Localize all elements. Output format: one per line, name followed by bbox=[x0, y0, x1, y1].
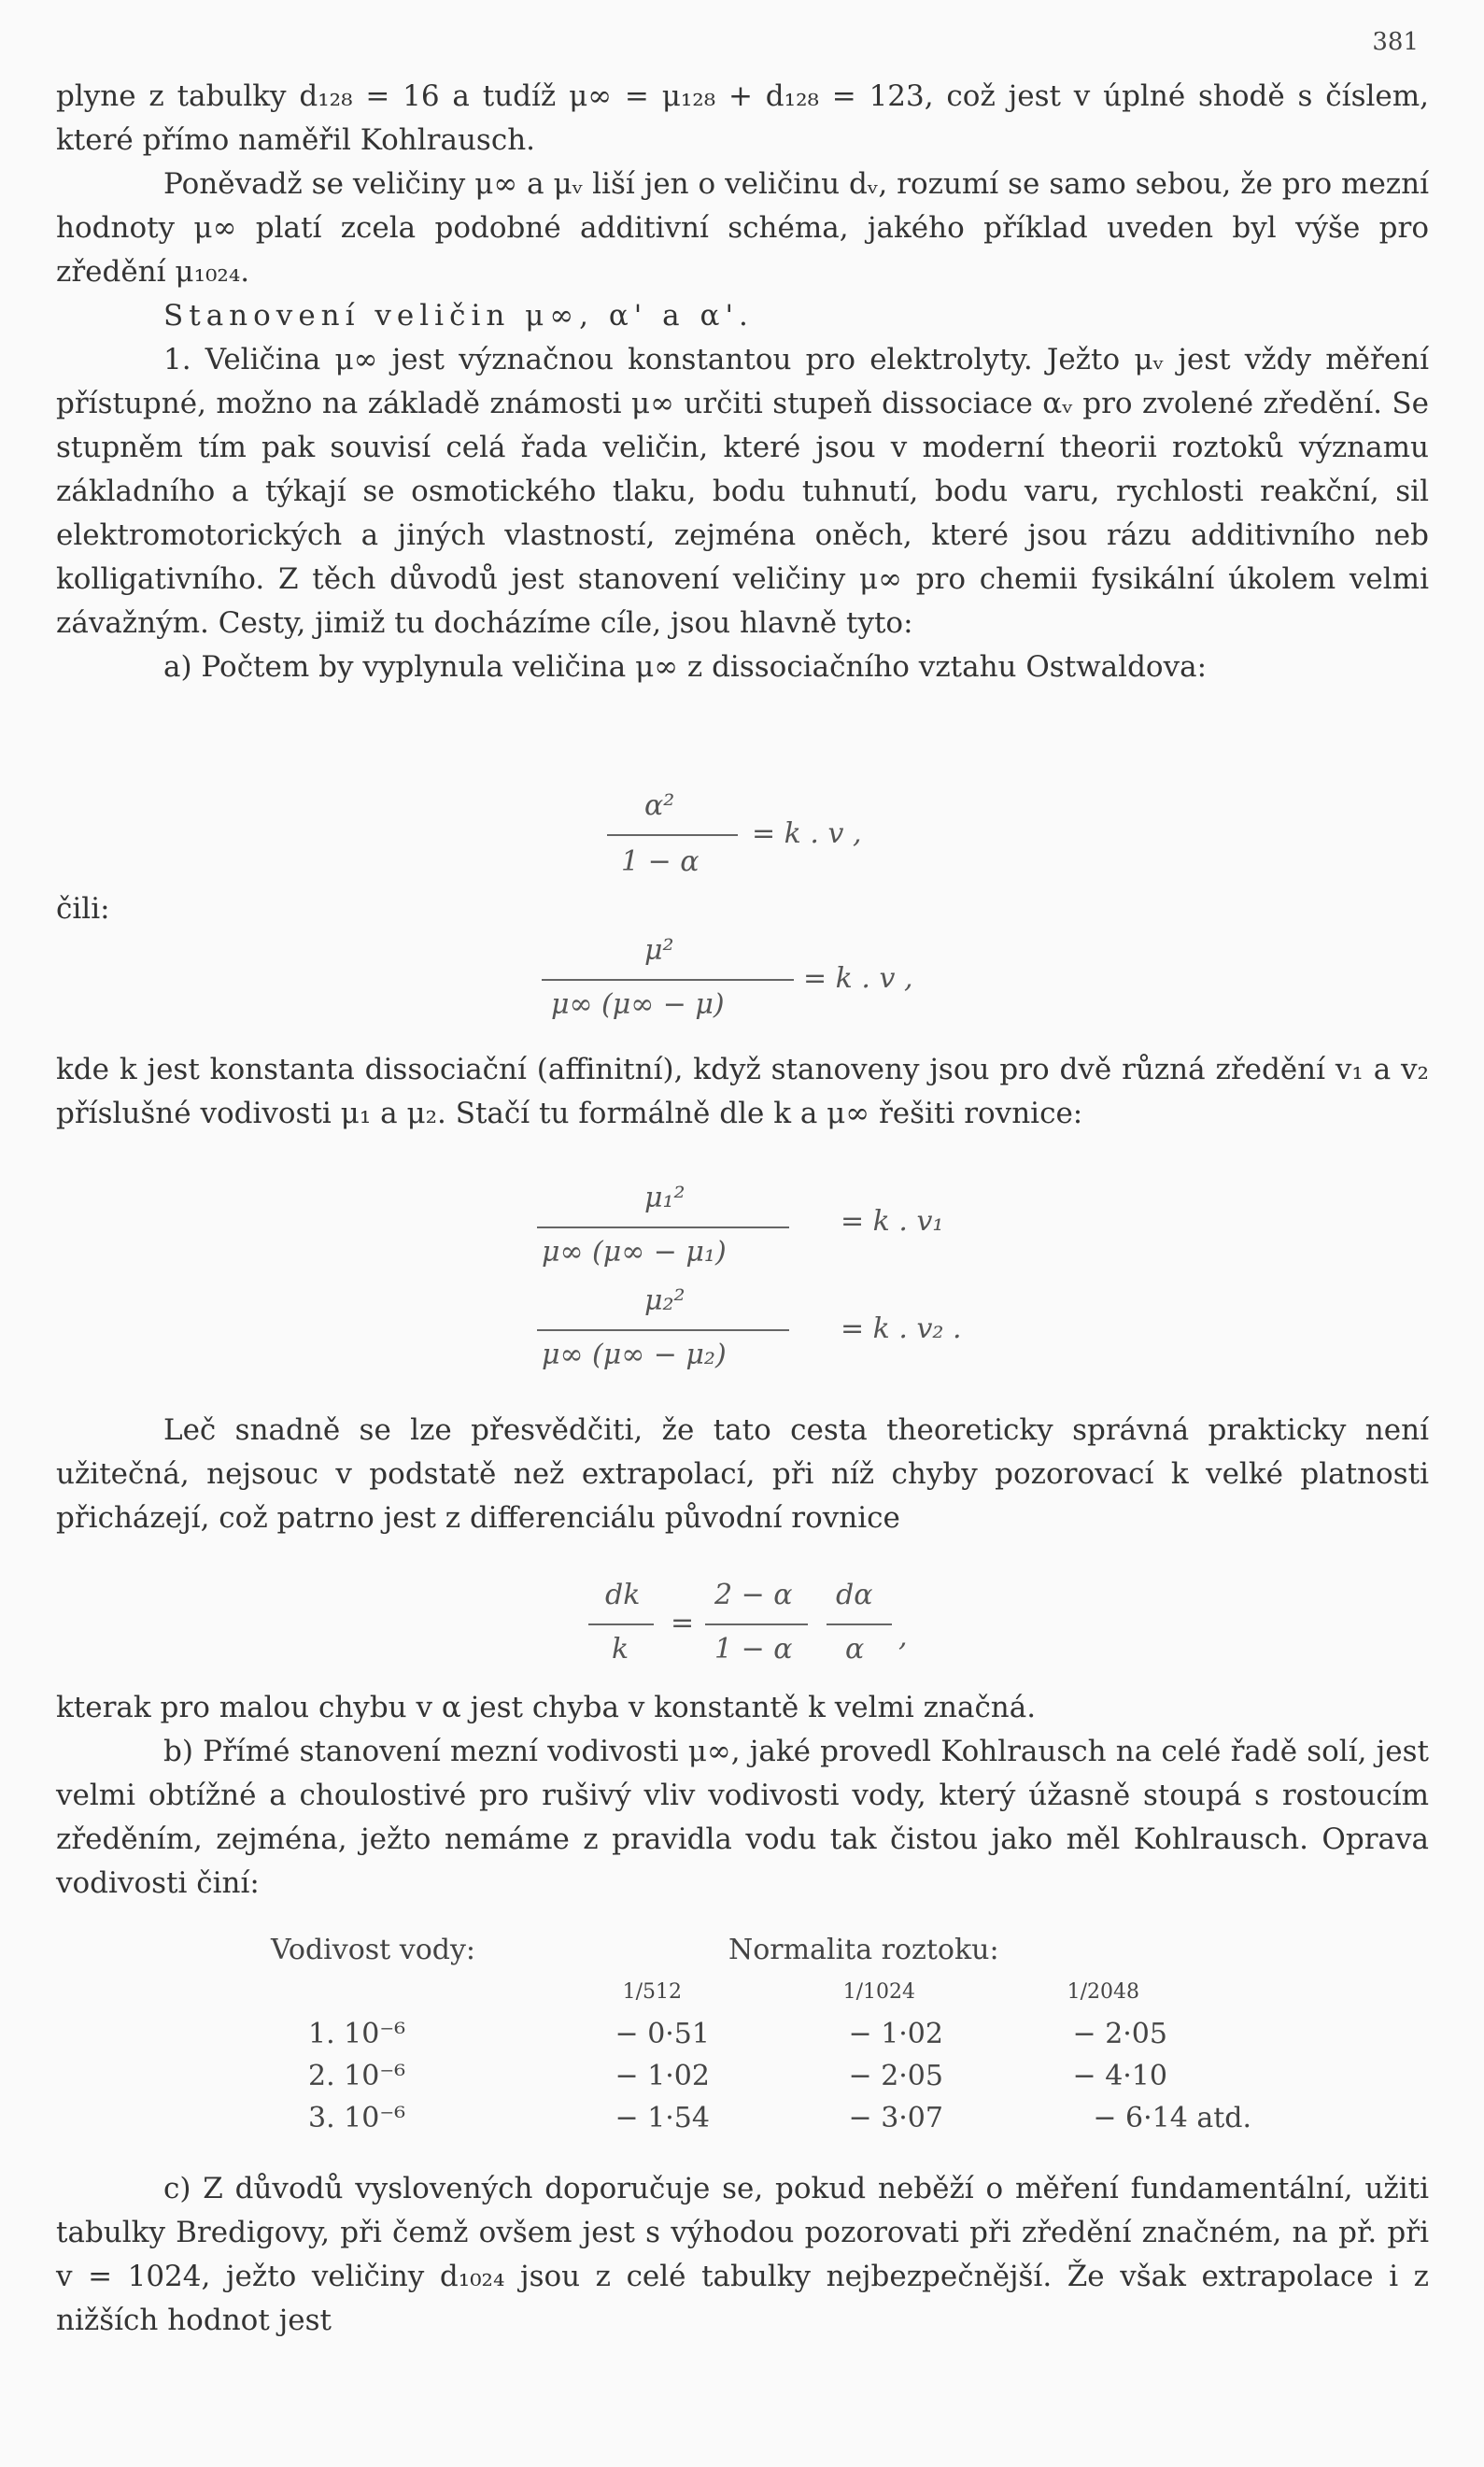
paragraph-4: a) Počtem by vyplynula veličina μ∞ z dissociačního vztahu Ostwaldova: bbox=[163, 650, 1208, 684]
eq5-lhs-bar bbox=[588, 1623, 654, 1625]
row-3-c3: − 6·14 atd. bbox=[1093, 2102, 1251, 2134]
eq2-rhs: = k . v , bbox=[803, 962, 913, 995]
page-number: 381 bbox=[1372, 28, 1419, 56]
text-block-top bbox=[56, 75, 1429, 689]
col-header-1: 1/512 bbox=[622, 1980, 682, 2004]
eq3-rhs: = k . v₁ bbox=[841, 1205, 944, 1238]
cili-label bbox=[56, 887, 1429, 931]
eq5-mid-bar bbox=[705, 1623, 808, 1625]
row-3-label: 3. 10⁻⁶ bbox=[308, 2102, 406, 2134]
eq1-fraction-bar bbox=[607, 834, 738, 836]
table-head-right: Normalita roztoku: bbox=[728, 1934, 999, 1966]
paragraph-9: c) Z důvodů vyslovených doporučuje se, pokud neběží o měření fundamentální, užiti tabulky Bredigovy, při čemž ovšem jest s výhodou pozorovati při zředění značném, na př. při v = 1024, ježto veličiny d₁₀₂₄ jsou z celé tabulky nejbezpečnější. Že však extrapolace i z nižších hodnot jest bbox=[56, 2172, 1429, 2337]
paragraph-8: b) Přímé stanovení mezní vodivosti μ∞, jaké provedl Kohlrausch na celé řadě solí, jest velmi obtížné a choulostivé pro rušivý vliv vodivosti vody, který úžasně stoupá s rostoucím zředěním, zejména, ježto nemáme z pravidla vodu tak čistou jako měl Kohlrausch. Oprava vodivosti činí: bbox=[56, 1735, 1429, 1900]
eq4-rhs: = k . v₂ . bbox=[841, 1312, 962, 1345]
row-1-c2: − 1·02 bbox=[848, 2018, 943, 2050]
eq2-fraction-bar bbox=[542, 979, 794, 981]
paragraph-6: Leč snadně se lze přesvědčiti, že tato cesta theoreticky správná prakticky není užitečná, nejsouc v podstatě než extrapolací, při níž chyby pozorovací k velké platnosti přicházejí, což patrno jest z differenciálu původní rovnice bbox=[56, 1413, 1429, 1535]
eq5-r-num: dα bbox=[836, 1579, 873, 1611]
eq5-equals: = bbox=[671, 1607, 695, 1639]
eq5-mid-num: 2 − α bbox=[714, 1579, 793, 1611]
row-1-c1: − 0·51 bbox=[615, 2018, 710, 2050]
row-2-c1: − 1·02 bbox=[615, 2060, 710, 2092]
text-block-b bbox=[56, 1686, 1429, 1906]
eq1-numerator: α² bbox=[644, 789, 675, 822]
eq3-denominator: μ∞ (μ∞ − μ₁) bbox=[542, 1236, 727, 1269]
col-header-2: 1/1024 bbox=[842, 1980, 915, 2004]
paragraph-5: kde k jest konstanta dissociační (affinitní), když stanoveny jsou pro dvě různá zředění v₁ a v₂ příslušné vodivosti μ₁ a μ₂. Stačí tu formálně dle k a μ∞ řešiti rovnice: bbox=[56, 1053, 1429, 1130]
row-3-c1: − 1·54 bbox=[615, 2102, 710, 2134]
cili-text: čili: bbox=[56, 892, 110, 926]
eq2-denominator: μ∞ (μ∞ − μ) bbox=[551, 988, 725, 1021]
text-block-mid bbox=[56, 1048, 1429, 1136]
paragraph-7: kterak pro malou chybu v α jest chyba v konstantě k velmi značná. bbox=[56, 1691, 1037, 1724]
eq5-r-bar bbox=[827, 1623, 892, 1625]
eq5-lhs-num: dk bbox=[605, 1579, 641, 1611]
eq4-fraction-bar bbox=[537, 1329, 789, 1331]
text-block-lower bbox=[56, 1409, 1429, 1540]
table-head-left: Vodivost vody: bbox=[271, 1934, 476, 1966]
eq3-fraction-bar bbox=[537, 1226, 789, 1228]
paragraph-2: Poněvadž se veličiny μ∞ a μᵥ liší jen o veličinu dᵥ, rozumí se samo sebou, že pro mezní hodnoty μ∞ platí zcela podobné additivní schéma, jakého příklad uveden byl výše pro zředění μ₁₀₂₄. bbox=[56, 167, 1429, 289]
paragraph-1: plyne z tabulky d₁₂₈ = 16 a tudíž μ∞ = μ₁₂₈ + d₁₂₈ = 123, což jest v úplné shodě s číslem, které přímo naměřil Kohlrausch. bbox=[56, 79, 1429, 157]
eq1-rhs: = k . v , bbox=[752, 817, 862, 850]
row-1-c3: − 2·05 bbox=[1072, 2018, 1167, 2050]
eq3-numerator: μ₁² bbox=[644, 1182, 685, 1214]
row-1-label: 1. 10⁻⁶ bbox=[308, 2018, 406, 2050]
row-2-c3: − 4·10 bbox=[1072, 2060, 1167, 2092]
eq2-numerator: μ² bbox=[644, 934, 674, 967]
row-3-c2: − 3·07 bbox=[848, 2102, 943, 2134]
row-2-c2: − 2·05 bbox=[848, 2060, 943, 2092]
eq4-denominator: μ∞ (μ∞ − μ₂) bbox=[542, 1339, 727, 1371]
row-2-label: 2. 10⁻⁶ bbox=[308, 2060, 406, 2092]
eq1-denominator: 1 − α bbox=[621, 845, 700, 878]
eq5-lhs-den: k bbox=[612, 1633, 629, 1666]
section-heading: Stanovení veličin μ∞, α' a α'. bbox=[163, 299, 754, 333]
paragraph-3: 1. Veličina μ∞ jest význačnou konstantou pro elektrolyty. Ježto μᵥ jest vždy měření přístupné, možno na základě známosti μ∞ určiti stupeň dissociace αᵥ pro zvolené zředění. Se stupněm tím pak souvisí celá řada veličin, které jsou v moderní theorii roztoků významu základního a týkají se osmotického tlaku, bodu tuhnutí, bodu varu, rychlosti reakční, sil elektromotorických a jiných vlastností, zejména oněch, které jsou rázu additivního neb kolligativního. Z těch důvodů jest stanovení veličiny μ∞ pro chemii fysikální úkolem velmi závažným. Cesty, jimiž tu docházíme cíle, jsou hlavně tyto: bbox=[56, 343, 1429, 640]
col-header-3: 1/2048 bbox=[1067, 1980, 1139, 2004]
eq5-mid-den: 1 − α bbox=[714, 1633, 793, 1666]
text-block-c bbox=[56, 2167, 1429, 2343]
eq4-numerator: μ₂² bbox=[644, 1284, 685, 1317]
eq5-tail: , bbox=[898, 1621, 908, 1653]
eq5-r-den: α bbox=[845, 1633, 865, 1666]
